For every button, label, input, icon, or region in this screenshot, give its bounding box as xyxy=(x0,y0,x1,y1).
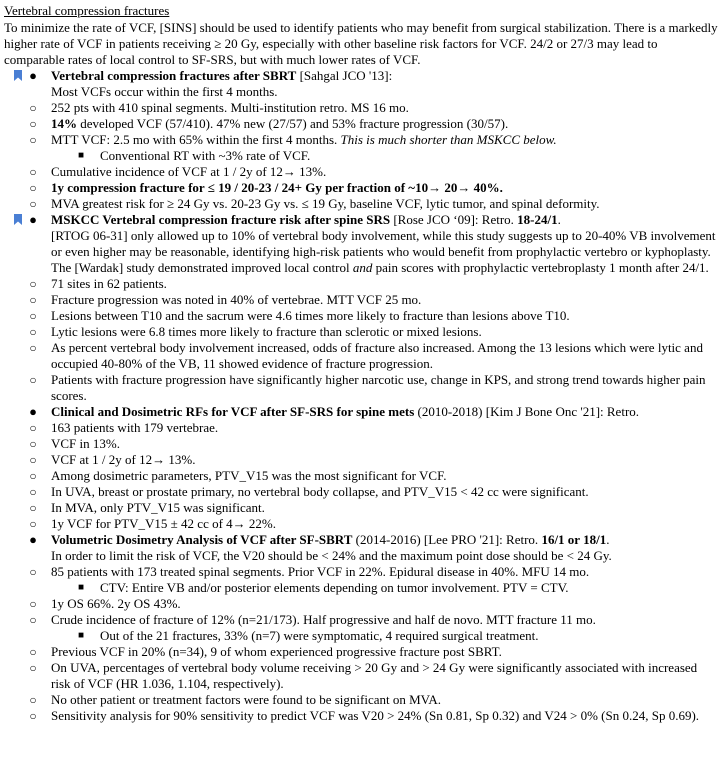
study-heading: Vertebral compression fractures after SBRT xyxy=(51,68,297,83)
study-heading: Clinical and Dosimetric RFs for VCF after SF-SRS for spine mets xyxy=(51,404,415,419)
bookmark-icon[interactable] xyxy=(14,214,22,225)
bookmark-icon[interactable] xyxy=(14,70,22,81)
list-item: ○ 1y compression fracture for ≤ 19 / 20-23 / 24+ Gy per fraction of ~10→ 20→ 40%. xyxy=(29,180,503,195)
list-item: ○ Fracture progression was noted in 40% of vertebrae. MTT VCF 25 mo. xyxy=(29,292,422,307)
study-citation: (2010-2018) [Kim J Bone Onc '21]: Retro. xyxy=(414,404,640,419)
study-summary: [RTOG 06-31] only allowed up to 10% of vertebral body involvement, while this study suggests up to 20-40% VB involvement or even higher may be reasonable, identifying high-risk patients who would benefit from prophylactic vertebro or kyphoplasty. The [Wardak] study demonstrated improved local control and pain scores with prophylactic vertebroplasty 1 month after 24/1. xyxy=(51,228,716,275)
list-item: ○ As percent vertebral body involvement increased, odds of fracture also increased. Among the 13 lesions which were lytic and occupied 40-80% of the VB, 11 showed evidence of fracture progression. xyxy=(29,340,703,371)
list-item: ○ On UVA, percentages of vertebral body volume receiving > 20 Gy and > 24 Gy were significantly associated with increased risk of VCF (HR 1.036, 1.104, respectively). xyxy=(29,660,698,691)
list-item: ○ Patients with fracture progression have significantly higher narcotic use, change in KPS, and strong trend towards higher pain scores. xyxy=(29,372,706,403)
list-item xyxy=(4,68,718,212)
list-item: ○ VCF in 13%. xyxy=(29,436,120,451)
list-item: ■ Out of the 21 fractures, 33% (n=7) were symptomatic, 4 required surgical treatment. xyxy=(77,628,539,643)
list-item: ○ 1y VCF for PTV_V15 ± 42 cc of 4→ 22%. xyxy=(29,516,276,531)
list-item: ○ Cumulative incidence of VCF at 1 / 2y of 12→ 13%. xyxy=(29,164,327,179)
list-item: ○ 1y OS 66%. 2y OS 43%. xyxy=(29,596,181,611)
list-item: ○ Lytic lesions were 6.8 times more likely to fracture than sclerotic or mixed lesions. xyxy=(29,324,482,339)
list-item xyxy=(4,148,718,164)
intro-paragraph: To minimize the rate of VCF, [SINS] should be used to identify patients who may benefit from surgical stabilization. There is a markedly higher rate of VCF in patients receiving ≥ 20 Gy, especially with other baseline risk factors for VCF. 24/2 or 27/3 may lead to comparable rates of local control to SF-SRS, but with much lower rates of VCF. xyxy=(4,20,718,67)
study-summary: Most VCFs occur within the first 4 months. xyxy=(51,84,278,99)
list-item xyxy=(4,404,718,532)
study-citation: [Rose JCO ‘09]: Retro. xyxy=(390,212,518,227)
list-item: ■ Conventional RT with ~3% rate of VCF. xyxy=(77,148,311,163)
bullet: ● xyxy=(29,532,37,547)
list-item: ○ In UVA, breast or prostate primary, no vertebral body collapse, and PTV_V15 < 42 cc were significant. xyxy=(29,484,589,499)
study-citation: (2014-2016) [Lee PRO '21]: Retro. xyxy=(352,532,542,547)
list-item: ○ MVA greatest risk for ≥ 24 Gy vs. 20-23 Gy vs. ≤ 19 Gy, baseline VCF, lytic tumor, and spinal deformity. xyxy=(29,196,600,211)
list-item: ○ VCF at 1 / 2y of 12→ 13%. xyxy=(29,452,196,467)
bullet: ● xyxy=(29,212,37,227)
list-item: ○ Lesions between T10 and the sacrum were 4.6 times more likely to fracture than lesions above T10. xyxy=(29,308,570,323)
list-item: ○ No other patient or treatment factors were found to be significant on MVA. xyxy=(29,692,442,707)
sub-list xyxy=(4,420,718,532)
study-summary: In order to limit the risk of VCF, the V20 should be < 24% and the maximum point dose should be < 24 Gy. xyxy=(51,548,612,563)
document-page xyxy=(4,3,718,724)
list-item: ■ CTV: Entire VB and/or posterior elements depending on tumor involvement. PTV = CTV. xyxy=(77,580,569,595)
list-item xyxy=(4,580,718,596)
list-item: ○ In MVA, only PTV_V15 was significant. xyxy=(29,500,265,515)
list-item: ○ 14% developed VCF (57/410). 47% new (27/57) and 53% fracture progression (30/57). xyxy=(29,116,509,131)
list-item: ○ Among dosimetric parameters, PTV_V15 was the most significant for VCF. xyxy=(29,468,447,483)
sub-list xyxy=(4,276,718,404)
study-heading: MSKCC Vertebral compression fracture risk after spine SRS xyxy=(51,212,391,227)
list-item xyxy=(4,628,718,644)
sub-list xyxy=(4,564,718,724)
list-item: ○ 163 patients with 179 vertebrae. xyxy=(29,420,219,435)
list-item: ○ 252 pts with 410 spinal segments. Multi-institution retro. MS 16 mo. xyxy=(29,100,409,115)
list-item: ○ Sensitivity analysis for 90% sensitivity to predict VCF was V20 > 24% (Sn 0.81, Sp 0.32) and V24 > 0% (Sn 0.24, Sp 0.69). xyxy=(29,708,700,723)
list-item: ● MSKCC Vertebral compression fracture risk after spine SRS [Rose JCO ‘09]: Retro. 18-24/1. [RTOG 06-31] only allowed up to 10% of vertebral body involvement, while this study suggests up to 20-40% VB involvement or even higher may be reasonable, identifying high-risk patients who would benefit from prophylactic vertebro or kyphoplasty. The [Wardak] study demonstrated improved local control and pain scores with prophylactic vertebroplasty 1 month after 24/1. ○ 71 sites in 62 patients. ○ Fracture progression was noted in 40% of vertebrae. MTT VCF 25 mo. ○ Lesions between T10 and the sacrum were 4.6 times more likely to fracture than lesions above T10. ○ Lytic lesions were 6.8 times more likely to fracture than sclerotic or mixed lesions. ○ As percent vertebral body involvement increased, odds of fracture also increased. Among the 13 lesions which were lytic and occupied 40-80% of the VB, 11 showed evidence of fracture progression. ○ Patients with fracture progression have significantly higher narcotic use, change in KPS, and strong trend towards higher pain scores. xyxy=(4,212,718,404)
list-item: ● Volumetric Dosimetry Analysis of VCF after SF-SBRT (2014-2016) [Lee PRO '21]: Retro. 16/1 or 18/1. In order to limit the risk of VCF, the V20 should be < 24% and the maximum point dose should be < 24 Gy. ○ 85 patients with 173 treated spinal segments. Prior VCF in 22%. Epidural disease in 40%. MFU 14 mo. ■ CTV: Entire VB and/or posterior elements depending on tumor involvement. PTV = CTV. ○ 1y OS 66%. 2y OS 43%. ○ Crude incidence of fracture of 12% (n=21/173). Half progressive and half de novo. MTT fracture 11 mo. ■ Out of the 21 fractures, 33% (n=7) were symptomatic, 4 required surgical treatment. ○ Previous VCF in 20% (n=34), 9 of whom experienced progressive fracture post SBRT. ○ On UVA, percentages of vertebral body volume receiving > 20 Gy and > 24 Gy were significantly associated with increased risk of VCF (HR 1.036, 1.104, respectively). ○ No other patient or treatment factors were found to be significant on MVA. ○ Sensitivity analysis for 90% sensitivity to predict VCF was V20 > 24% (Sn 0.81, Sp 0.32) and V24 > 0% (Sn 0.24, Sp 0.69). xyxy=(4,532,718,724)
list-item: ○ Crude incidence of fracture of 12% (n=21/173). Half progressive and half de novo. MTT fracture 11 mo. xyxy=(29,612,596,627)
list-item: ○ Previous VCF in 20% (n=34), 9 of whom experienced progressive fracture post SBRT. xyxy=(29,644,502,659)
bullet: ● xyxy=(29,404,37,419)
study-citation: [Sahgal JCO '13]: xyxy=(296,68,393,83)
list-item: ○ 85 patients with 173 treated spinal segments. Prior VCF in 22%. Epidural disease in 40%. MFU 14 mo. xyxy=(29,564,590,579)
top-level-list xyxy=(4,68,718,724)
list-item: ○ MTT VCF: 2.5 mo with 65% within the first 4 months. This is much shorter than MSKCC below. xyxy=(29,132,557,147)
study-heading: Volumetric Dosimetry Analysis of VCF after SF-SBRT xyxy=(51,532,353,547)
sub-list xyxy=(4,100,718,212)
bullet: ● xyxy=(29,68,37,83)
list-item: ○ 71 sites in 62 patients. xyxy=(29,276,167,291)
section-title: Vertebral compression fractures xyxy=(4,3,170,18)
